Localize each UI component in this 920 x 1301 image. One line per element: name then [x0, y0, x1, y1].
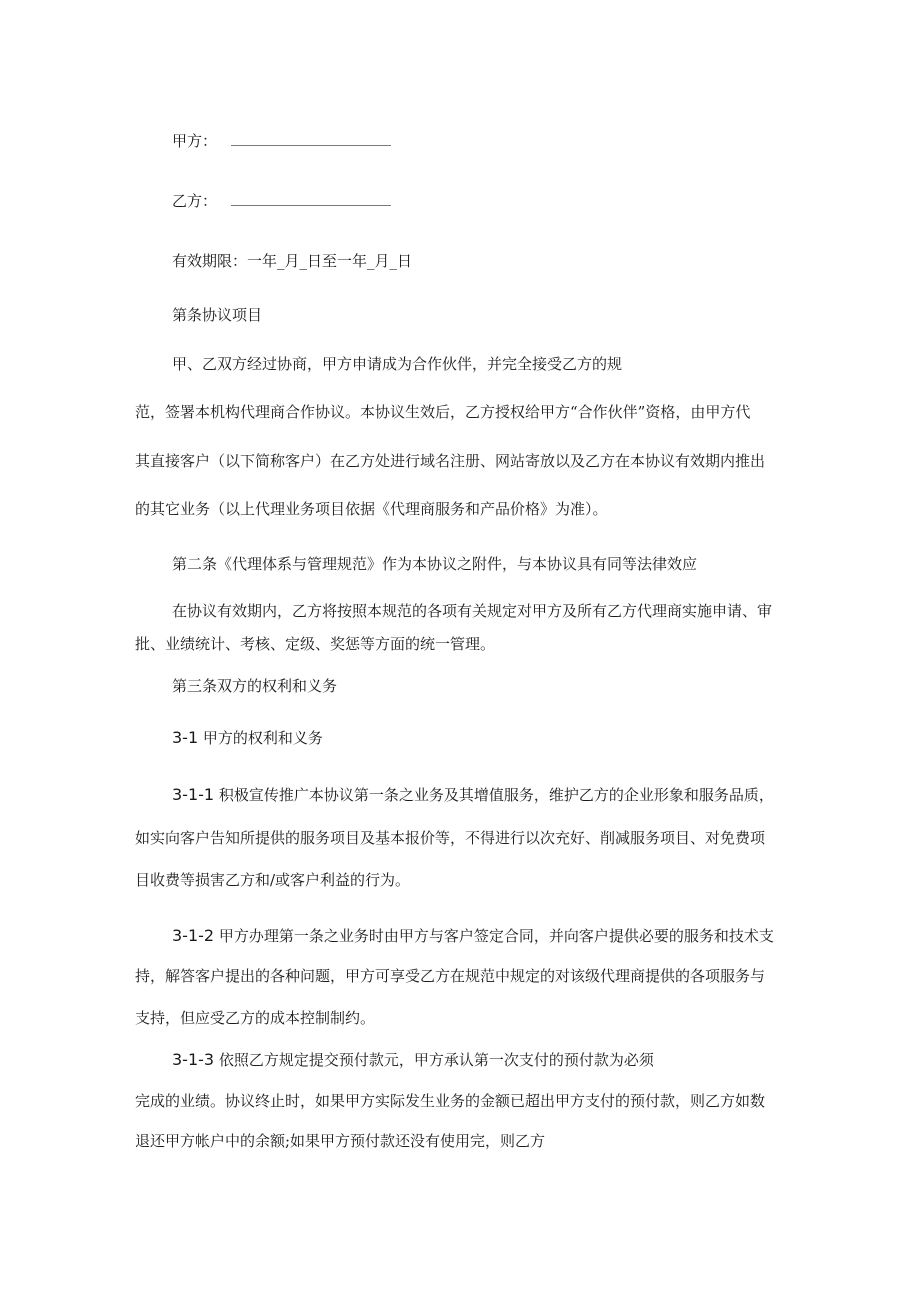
article1-line: 范，签署本机构代理商合作协议。本协议生效后，乙方授权给甲方“合作伙伴”资格，由甲方代	[135, 403, 751, 421]
clause-number: 3-1-1	[172, 785, 215, 804]
clause-line: 退还甲方帐户中的余额;如果甲方预付款还没有使用完，则乙方	[135, 1132, 546, 1150]
article1-heading: 第条协议项目	[172, 306, 263, 324]
article2-heading: 第二条《代理体系与管理规范》作为本协议之附件，与本协议具有同等法律效应	[172, 555, 698, 573]
clause-line: 持，解答客户提出的各种问题，甲方可享受乙方在规范中规定的对该级代理商提供的各项服务与	[135, 967, 766, 985]
article2-line: 在协议有效期内，乙方将按照本规范的各项有关规定对甲方及所有乙方代理商实施申请、审	[172, 602, 773, 620]
party-b-blank[interactable]	[231, 193, 391, 206]
clause-line: 积极宣传推广本协议第一条之业务及其增值服务，维护乙方的企业形象和服务品质，	[218, 786, 774, 804]
party-b-field	[172, 191, 391, 211]
article1-line: 的其它业务（以上代理业务项目依据《代理商服务和产品价格》为准）。	[135, 500, 608, 518]
clause-3-1-1-first-line	[172, 785, 774, 805]
article1-line: 其直接客户（以下简称客户）在乙方处进行域名注册、网站寄放以及乙方在本协议有效期内推出	[135, 452, 766, 470]
subsection-number: 3-1	[172, 728, 199, 747]
clause-number: 3-1-2	[172, 926, 215, 945]
party-a-label: 甲方：	[172, 132, 218, 150]
clause-line: 如实向客户告知所提供的服务项目及基本报价等，不得进行以次充好、削减服务项目、对免费项	[135, 829, 766, 847]
subsection-title: 甲方的权利和义务	[202, 729, 323, 747]
clause-3-1-3-first-line	[172, 1050, 654, 1070]
party-a-field	[172, 131, 391, 151]
clause-line: 完成的业绩。协议终止时，如果甲方实际发生业务的金额已超出甲方支付的预付款，则乙方如数	[135, 1092, 766, 1110]
clause-number: 3-1-3	[172, 1050, 215, 1069]
clause-line: 目收费等损害乙方和/或客户利益的行为。	[135, 871, 411, 889]
subsection-3-1	[172, 728, 323, 748]
clause-3-1-2-first-line	[172, 926, 774, 946]
clause-line: 支持，但应受乙方的成本控制制约。	[135, 1009, 376, 1027]
article3-heading: 第三条双方的权利和义务	[172, 677, 338, 695]
clause-line: 依照乙方规定提交预付款元，甲方承认第一次支付的预付款为必须	[218, 1051, 654, 1069]
article2-line: 批、业绩统计、考核、定级、奖惩等方面的统一管理。	[135, 635, 496, 653]
article1-line: 甲、乙双方经过协商，甲方申请成为合作伙伴，并完全接受乙方的规	[172, 355, 623, 373]
party-a-blank[interactable]	[231, 133, 391, 146]
party-b-label: 乙方：	[172, 192, 218, 210]
clause-line: 甲方办理第一条之业务时由甲方与客户签定合同，并向客户提供必要的服务和技术支	[218, 927, 774, 945]
validity-period: 有效期限：一年_月_日至一年_月_日	[172, 252, 413, 270]
